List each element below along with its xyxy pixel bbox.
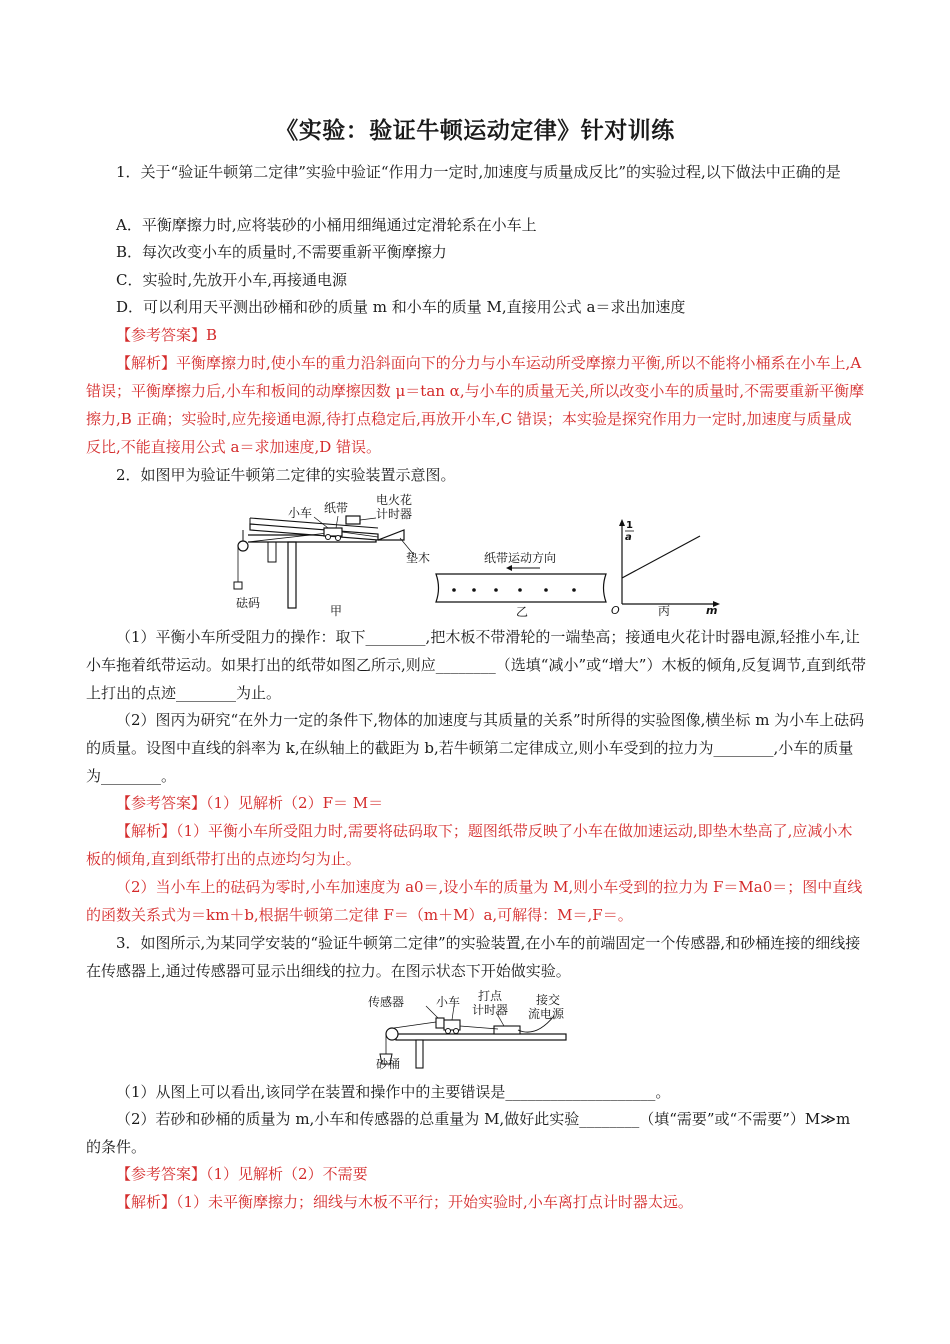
q3-part1: （1）从图上可以看出,该同学在装置和操作中的主要错误是____________________。 — [116, 1083, 671, 1101]
q1-analysis-label: 【解析】 — [116, 354, 177, 372]
q3-answer — [86, 1160, 866, 1188]
jia-block-label: 垫木 — [406, 551, 431, 565]
q1-answer-value: B — [206, 326, 218, 344]
q2-analysis-2: （2）当小车上的砝码为零时,小车加速度为 a0＝,设小车的质量为 M,则小车受到的拉力为 F＝Ma0＝；图中直线的函数关系式为＝km＋b,根据牛顿第二定律 F＝（m＋M）a,可解得：M＝,F＝。 — [86, 878, 863, 924]
q3-analysis-label: 【解析】 — [116, 1193, 177, 1211]
jia-timer-label-1: 电火花 — [376, 493, 413, 507]
q2-answer-label: 【参考答案】 — [116, 794, 207, 812]
q2-figure-yi — [430, 540, 610, 618]
q3-bucket-label: 砂桶 — [376, 1057, 401, 1070]
jia-car-label: 小车 — [288, 506, 313, 520]
bing-y-numerator: 1 — [626, 520, 633, 531]
q3-ac-label-2: 流电源 — [528, 1007, 565, 1021]
q3-stem: 3．如图所示,为某同学安装的“验证牛顿第二定律”的实验装置,在小车的前端固定一个传感器,和砂桶连接的细线接在传感器上,通过传感器可显示出细线的拉力。在图示状态下开始做实验。 — [86, 934, 861, 980]
q2-part2: （2）图丙为研究“在外力一定的条件下,物体的加速度与其质量的关系”时所得的实验图像,横坐标 m 为小车上砝码的质量。设图中直线的斜率为 k,在纵轴上的截距为 b,若牛顿第二定律成立,则小车受到的拉力为________,小车的质量为________。 — [86, 711, 865, 785]
q1-option-a: A．平衡摩擦力时,应将装砂的小桶用细绳通过定滑轮系在小车上 — [116, 216, 537, 234]
q1-answer-label: 【参考答案】 — [116, 326, 207, 344]
q2-answer — [86, 789, 866, 817]
q3-sensor-label: 传感器 — [368, 995, 405, 1009]
q3-analysis — [86, 1188, 866, 1216]
q1-option-c: C．实验时,先放开小车,再接通电源 — [116, 271, 348, 289]
q1-stem: 1．关于“验证牛顿第二定律”实验中验证“作用力一定时,加速度与质量成反比”的实验过程,以下做法中正确的是 — [116, 163, 841, 181]
q2-figure-jia — [228, 490, 438, 618]
q2-part1: （1）平衡小车所受阻力的操作：取下________,把木板不带滑轮的一端垫高；接通电火花计时器电源,轻推小车,让小车拖着纸带运动。如果打出的纸带如图乙所示,则应________（选填“减小”或“增大”）木板的倾角,反复调节,直到纸带上打出的点迹________为止。 — [86, 628, 866, 702]
q2-answer-value: （1）见解析（2）F＝ M＝ — [206, 794, 384, 812]
jia-timer-label-2: 计时器 — [376, 507, 413, 521]
q3-timer-label-1: 打点 — [478, 989, 503, 1003]
q3-answer-label: 【参考答案】 — [116, 1165, 207, 1183]
q2-analysis-text-1: （1）平衡小车所受阻力时,需要将砝码取下；题图纸带反映了小车在做加速运动,即垫木垫高了,应减小木板的倾角,直到纸带打出的点迹均匀为止。 — [86, 822, 853, 868]
jia-caption: 甲 — [330, 604, 343, 618]
q3-figure — [368, 988, 588, 1070]
q1-option-d: D．可以利用天平测出砂桶和砂的质量 m 和小车的质量 M,直接用公式 a＝求出加速度 — [116, 298, 686, 316]
q2-analysis-label: 【解析】 — [116, 822, 177, 840]
jia-weight-label: 砝码 — [236, 596, 261, 610]
q3-analysis-text: （1）未平衡摩擦力；细线与木板不平行；开始实验时,小车离打点计时器太远。 — [176, 1193, 693, 1211]
q1-option-b: B．每次改变小车的质量时,不需要重新平衡摩擦力 — [116, 243, 447, 261]
q2-figure-bing — [608, 514, 726, 618]
bing-x-label: m — [706, 604, 718, 617]
q3-ac-label-1: 接交 — [536, 993, 561, 1007]
yi-caption: 乙 — [516, 605, 529, 618]
jia-tape-label: 纸带 — [324, 501, 349, 515]
q3-part2: （2）若砂和砂桶的质量为 m,小车和传感器的总重量为 M,做好此实验________（填“需要”或“不需要”）M≫m 的条件。 — [86, 1110, 851, 1156]
q2-stem: 2．如图甲为验证牛顿第二定律的实验装置示意图。 — [116, 466, 456, 484]
q3-timer-label-2: 计时器 — [472, 1003, 509, 1017]
page-title: 《实验：验证牛顿运动定律》针对训练 — [275, 118, 675, 144]
q2-analysis-1 — [86, 817, 866, 873]
q3-car-label: 小车 — [436, 995, 461, 1009]
q1-analysis — [86, 349, 866, 461]
bing-caption: 丙 — [658, 604, 671, 618]
q3-answer-value: （1）见解析（2）不需要 — [206, 1165, 368, 1183]
bing-origin: O — [611, 604, 620, 617]
q1-analysis-text: 平衡摩擦力时,使小车的重力沿斜面向下的分力与小车运动所受摩擦力平衡,所以不能将小桶系在小车上,A 错误；平衡摩擦力后,小车和板间的动摩擦因数 μ＝tan α,与小车的质量无关,所以改变小车的质量时,不需要重新平衡摩擦力,B 正确；实验时,应先接通电源,待打点稳定后,再放开小车,C 错误；本实验是探究作用力一定时,加速度与质量成反比,不能直接用公式 a＝求加速度,D 错误。 — [86, 354, 865, 456]
yi-direction-label: 纸带运动方向 — [484, 551, 557, 565]
bing-y-denominator: a — [625, 532, 632, 543]
q1-answer — [86, 321, 866, 349]
